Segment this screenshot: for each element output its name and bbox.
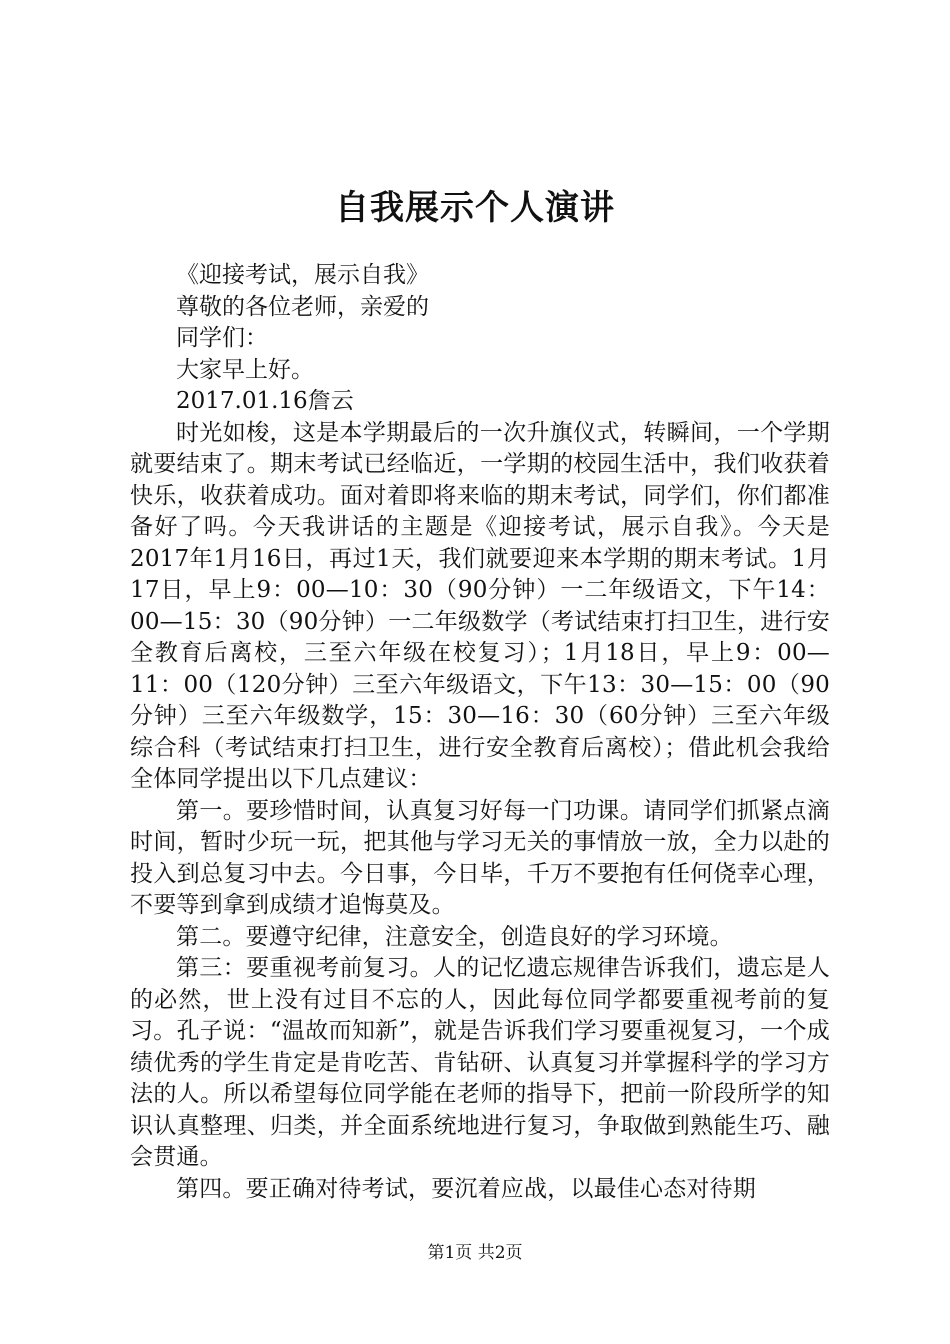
page-number-footer: 第1页 共2页	[427, 1243, 523, 1263]
greeting-line-2: 同学们：	[176, 325, 268, 351]
paragraph-point-3: 第三：要重视考前复习。人的记忆遗忘规律告诉我们，遗忘是人的必然，世上没有过目不忘的人，因此每位同学都要重视考前的复习。孔子说：“温故而知新”，就是告诉我们学习要重视复习，一个成绩优秀的学生肯定是肯吃苦、肯钻研、认真复习并掌握科学的学习方法的人。所以希望每位同学能在老师的指导下，把前一阶段所学的知识认真整理、归类，并全面系统地进行复习，争取做到熟能生巧、融会贯通。	[130, 955, 830, 1170]
paragraph-point-1: 第一。要珍惜时间，认真复习好每一门功课。请同学们抓紧点滴时间，暂时少玩一玩，把其他与学习无关的事情放一放，全力以赴的投入到总复习中去。今日事，今日毕，千万不要抱有任何侥幸心理，不要等到拿到成绩才追悔莫及。	[130, 797, 830, 918]
greeting-line-3: 大家早上好。	[176, 356, 314, 383]
paragraph-point-4: 第四。要正确对待考试，要沉着应战，以最佳心态对待期	[176, 1175, 756, 1202]
document-body	[130, 260, 830, 1205]
paragraph-intro: 时光如梭，这是本学期最后的一次升旗仪式，转瞬间，一个学期就要结束了。期末考试已经临近，一学期的校园生活中，我们收获着快乐，收获着成功。面对着即将来临的期末考试，同学们，你们都准备好了吗。今天我讲话的主题是《迎接考试，展示自我》。今天是2017年1月16日，再过1天，我们就要迎来本学期的期末考试。1月17日，早上9：00—10：30（90分钟）一二年级语文，下午14：00—15：30（90分钟）一二年级数学（考试结束打扫卫生，进行安全教育后离校，三至六年级在校复习）；1月18日，早上9：00—11：00（120分钟）三至六年级语文，下午13：30—15：00（90分钟）三至六年级数学，15：30—16：30（60分钟）三至六年级综合科（考试结束打扫卫生，进行安全教育后离校）；借此机会我给全体同学提出以下几点建议：	[130, 419, 830, 792]
document-title: 自我展示个人演讲	[335, 188, 615, 228]
speech-subtitle: 《迎接考试，展示自我》	[176, 262, 429, 288]
date-author-line: 2017.01.16詹云	[176, 388, 354, 414]
greeting-line-1: 尊敬的各位老师，亲爱的	[176, 293, 429, 320]
paragraph-point-2: 第二。要遵守纪律，注意安全，创造良好的学习环境。	[176, 923, 733, 950]
